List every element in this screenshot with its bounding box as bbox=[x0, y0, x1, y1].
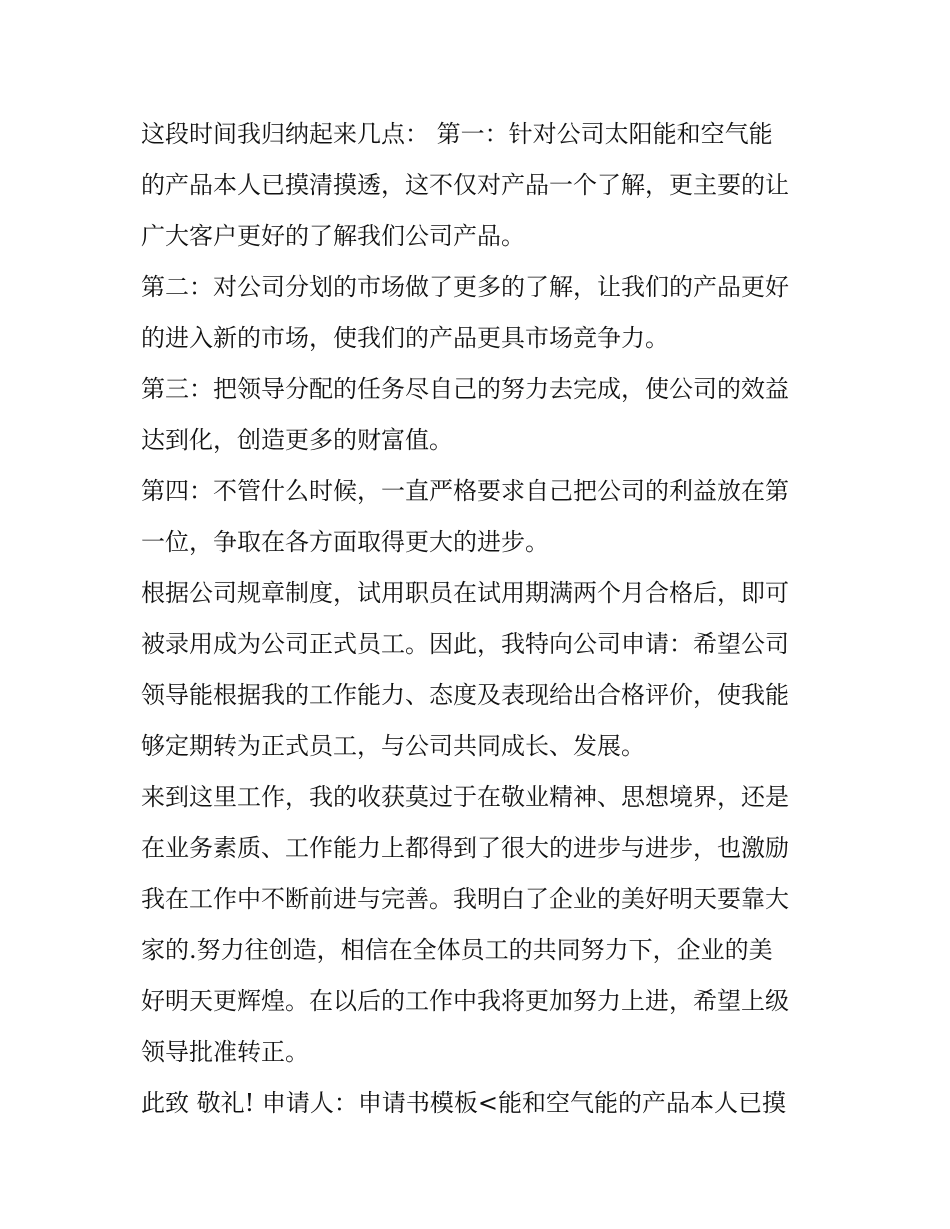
text-line: 广大客户更好的了解我们公司产品。 bbox=[141, 222, 525, 250]
text-line: 家的.努力往创造，相信在全体员工的共同努力下，企业的美 bbox=[141, 936, 773, 964]
text-line: 的产品本人已摸清摸透，这不仅对产品一个了解，更主要的让 bbox=[141, 171, 789, 199]
text-line: 第四：不管什么时候，一直严格要求自己把公司的利益放在第 bbox=[141, 477, 789, 505]
text-line: 领导批准转正。 bbox=[141, 1038, 309, 1066]
text-line: 领导能根据我的工作能力、态度及表现给出合格评价，使我能 bbox=[141, 681, 789, 709]
text-line: 够定期转为正式员工，与公司共同成长、发展。 bbox=[141, 732, 645, 760]
text-line: 来到这里工作，我的收获莫过于在敬业精神、思想境界，还是 bbox=[141, 783, 789, 811]
document-body bbox=[141, 109, 821, 1129]
text-line: 第三：把领导分配的任务尽自己的努力去完成，使公司的效益 bbox=[141, 375, 789, 403]
text-line: 一位，争取在各方面取得更大的进步。 bbox=[141, 528, 549, 556]
text-line: 我在工作中不断前进与完善。我明白了企业的美好明天要靠大 bbox=[141, 885, 789, 913]
text-line: 这段时间我归纳起来几点： 第一：针对公司太阳能和空气能 bbox=[141, 120, 773, 148]
text-line: 被录用成为公司正式员工。因此，我特向公司申请：希望公司 bbox=[141, 630, 789, 658]
text-line: 达到化，创造更多的财富值。 bbox=[141, 426, 453, 454]
text-line: 此致 敬礼! 申请人：申请书模板<能和空气能的产品本人已摸 bbox=[141, 1089, 787, 1117]
text-line: 的进入新的市场，使我们的产品更具市场竞争力。 bbox=[141, 324, 669, 352]
text-line: 好明天更辉煌。在以后的工作中我将更加努力上进，希望上级 bbox=[141, 987, 789, 1015]
text-line: 第二：对公司分划的市场做了更多的了解，让我们的产品更好 bbox=[141, 273, 789, 301]
text-line: 根据公司规章制度，试用职员在试用期满两个月合格后，即可 bbox=[141, 579, 789, 607]
text-line: 在业务素质、工作能力上都得到了很大的进步与进步，也激励 bbox=[141, 834, 789, 862]
